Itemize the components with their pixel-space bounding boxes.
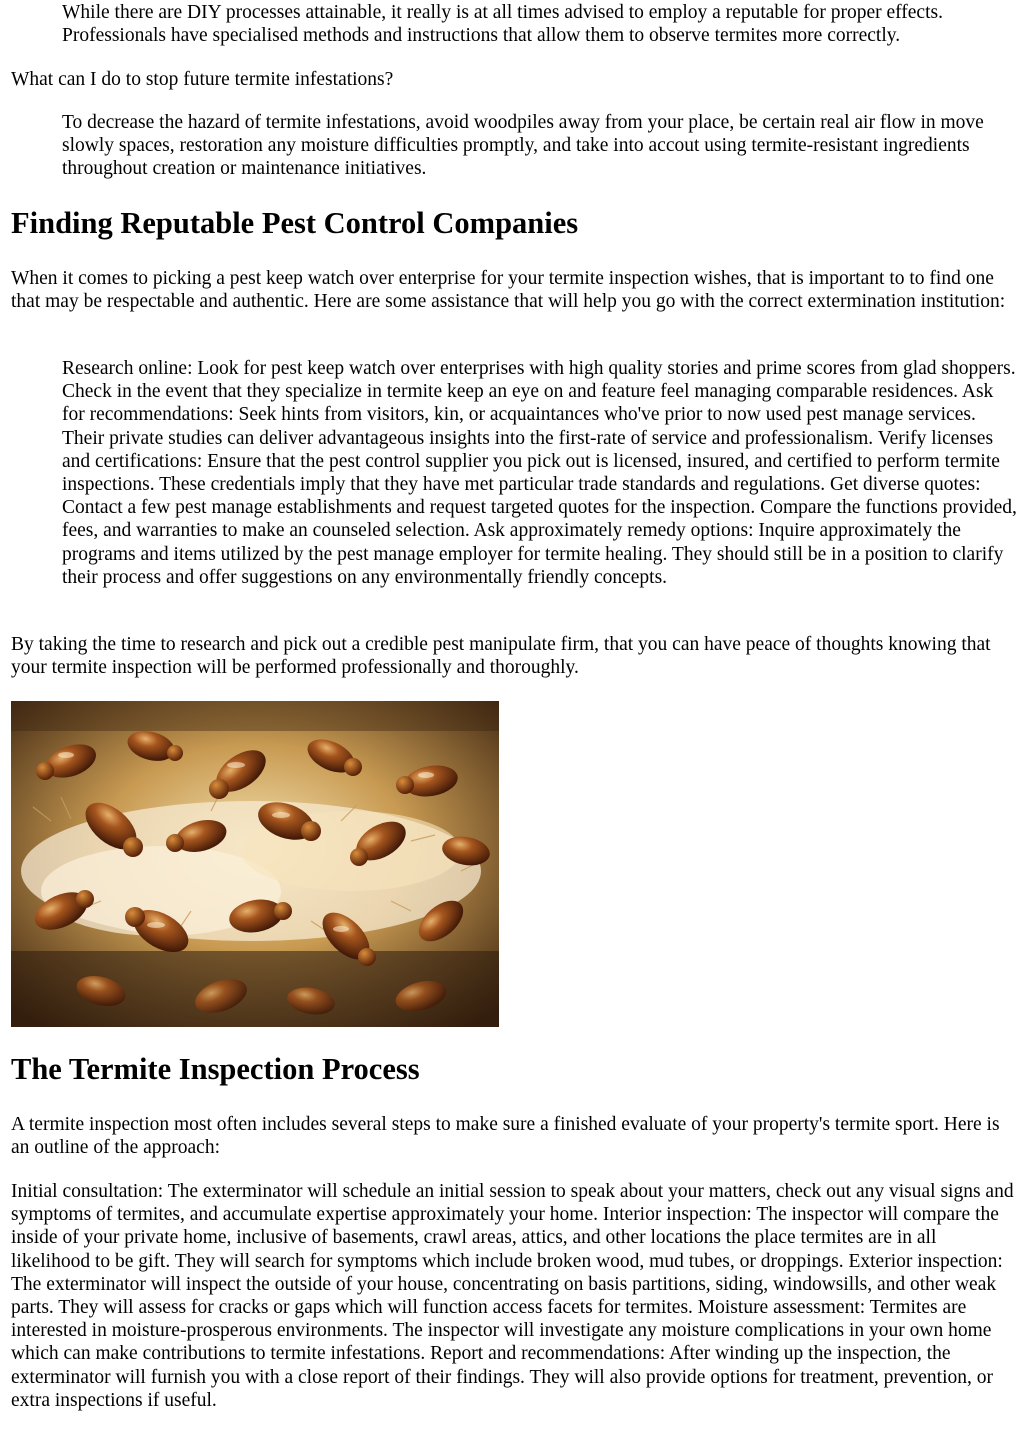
reputable-intro-paragraph: When it comes to picking a pest keep watch over enterprise for your termite inspection wishes, that is important to to find one that may be respectable and authentic. Here are some assistance that will help you go with the correct extermination institution: [11,268,1006,313]
section-heading-process: The Termite Inspection Process [11,1052,420,1086]
termites-illustration [11,701,499,1027]
faq-question: What can I do to stop future termite infestations? [11,69,394,90]
diy-answer-paragraph: While there are DIY processes attainable, it really is at all times advised to employ a reputable for proper effects. Professionals have specialised methods and instructions that allow them to observe termites more correctly. [62,2,943,47]
process-intro-paragraph: A termite inspection most often includes several steps to make sure a finished evaluate of your property's termite sport. Here is an outline of the approach: [11,1114,1000,1159]
section-heading-reputable: Finding Reputable Pest Control Companies [11,206,579,240]
reputable-conclusion-paragraph: By taking the time to research and pick out a credible pest manipulate firm, that you can have peace of thoughts knowing that your termite inspection will be performed professionally and thoroughly. [11,634,991,679]
faq-answer-paragraph: To decrease the hazard of termite infestations, avoid woodpiles away from your place, be certain real air flow in move slowly spaces, restoration any moisture difficulties promptly, and take into accout using termite-resistant ingredients throughout creation or maintenance initiatives. [62,112,984,180]
termites-photo [11,701,499,1027]
reputable-tips-paragraph: Research online: Look for pest keep watch over enterprises with high quality stories and prime scores from glad shoppers. Check in the event that they specialize in termite keep an eye on and feature feel managing comparable residences. Ask for recommendations: Seek hints from visitors, kin, or acquaintances who've prior to now used pest manage services. Their private studies can deliver advantageous insights into the first-rate of service and professionalism. Verify licenses and certifications: Ensure that the pest control supplier you pick out is licensed, insured, and certified to perform termite inspections. These credentials imply that they have met particular trade standards and regulations. Get diverse quotes: Contact a few pest manage establishments and request targeted quotes for the inspection. Compare the functions provided, fees, and warranties to make an counseled selection. Ask approximately remedy options: Inquire approximately the programs and items utilized by the pest manage employer for termite healing. They should still be in a position to clarify their process and offer suggestions on any environmentally friendly concepts. [62,358,1017,588]
process-steps-paragraph: Initial consultation: The exterminator will schedule an initial session to speak about your matters, check out any visual signs and symptoms of termites, and accumulate expertise approximately your home. Interior inspection: The inspector will compare the inside of your private home, inclusive of basements, crawl areas, attics, and other locations the place termites are in all likelihood to be gift. They will search for symptoms which include broken wood, mud tubes, or droppings. Exterior inspection: The exterminator will inspect the outside of your house, concentrating on basis partitions, siding, windowsills, and other weak parts. They will assess for cracks or gaps which will function access facets for termites. Moisture assessment: Termites are interested in moisture-prosperous environments. The inspector will investigate any moisture complications in your own home which can make contributions to termite infestations. Report and recommendations: After winding up the inspection, the exterminator will furnish you with a close report of their findings. They will also provide options for treatment, prevention, or extra inspections if useful. [11,1181,1014,1411]
